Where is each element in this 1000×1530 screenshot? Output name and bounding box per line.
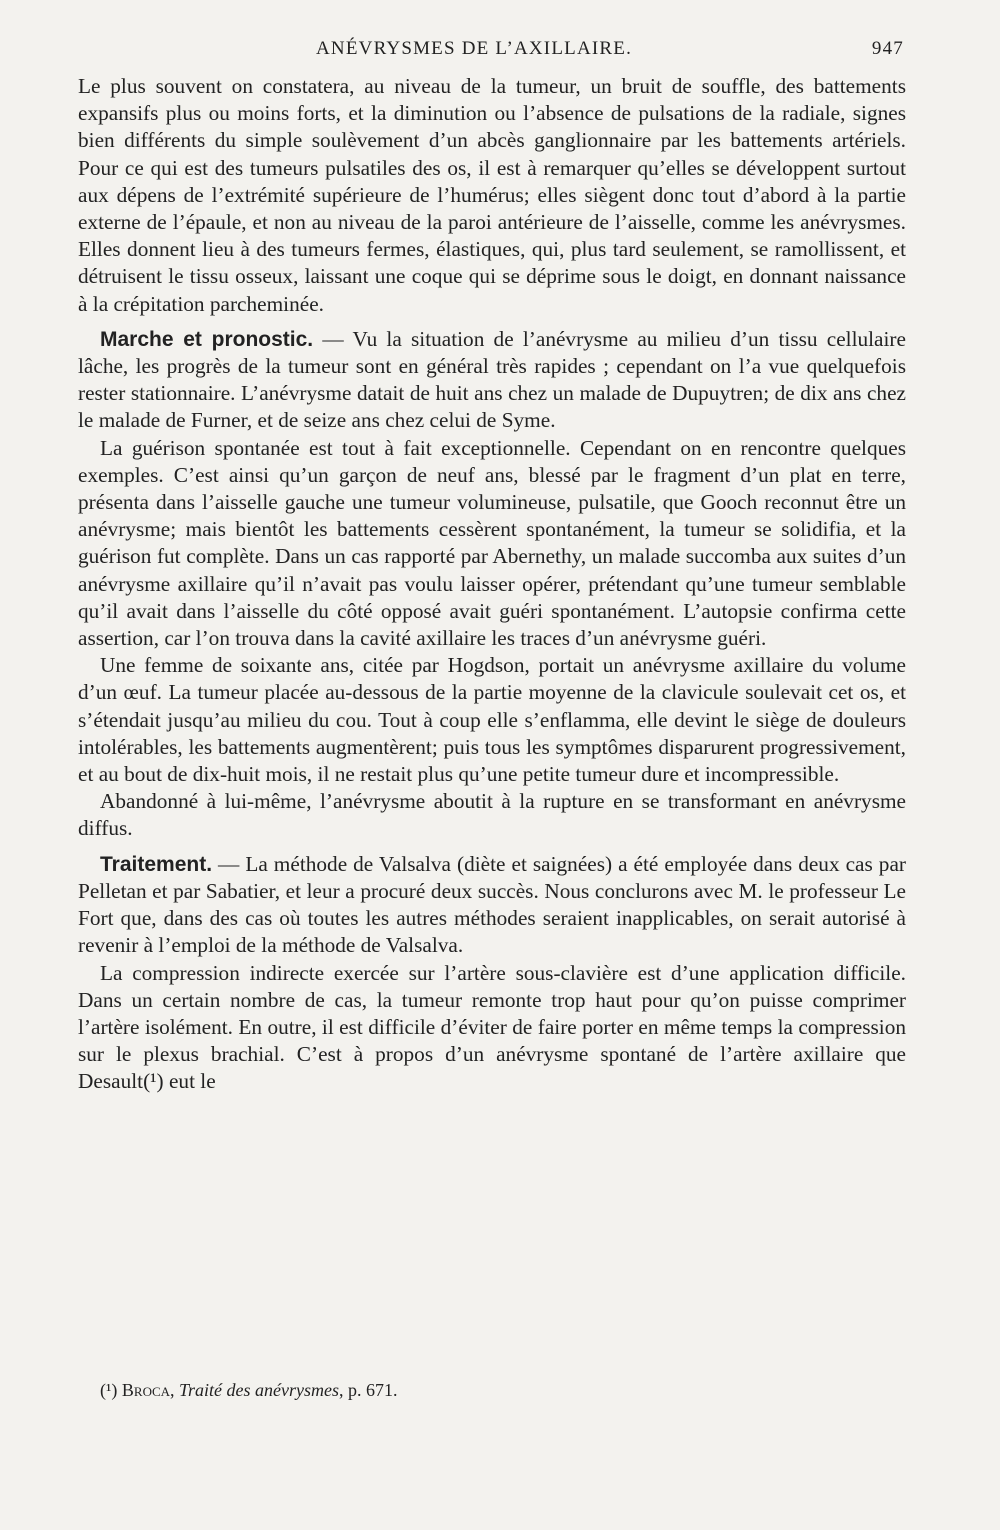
paragraph [78, 435, 906, 653]
footnote-page: , p. 671. [339, 1380, 398, 1400]
section-paragraph [78, 851, 906, 960]
section-paragraph [78, 326, 906, 435]
footnote: (¹) Broca, Traité des anévrysmes, p. 671. [100, 1380, 398, 1400]
paragraph-text: Une femme de soixante ans, citée par Hogdson, portait un anévrysme axillaire du volume d’un œuf. La tumeur placée au-dessous de la partie moyenne de la clavicule soulevait cet os, et s’étendait jusqu’au milieu du cou. Tout à coup elle s’enflamma, elle devint le siège de douleurs intolérables, les battements augmentèrent; puis tous les symptômes disparurent progressivement, et au bout de dix-huit mois, il ne restait plus qu’une petite tumeur dure et incompressible. [78, 653, 906, 787]
paragraph [78, 788, 906, 842]
section-heading: Marche et pronostic. [100, 327, 314, 351]
footnote-author: Broca [121, 1380, 171, 1400]
body-text [78, 73, 906, 1096]
page-number: 947 [871, 38, 904, 59]
footnote-marker: (¹) [100, 1380, 118, 1400]
paragraph-text: eut le [163, 1069, 216, 1094]
paragraph-text: Abandonné à lui-même, l’anévrysme aboutit à la rupture en se transformant en anévrysme diffus. [78, 789, 906, 841]
footnote-reference[interactable]: (¹) [143, 1069, 164, 1094]
paragraph-text: — La méthode de Valsalva (diète et saignées) a été employée dans deux cas par Pelletan et par Sabatier, et leur a procuré deux succès. Nous conclurons avec M. le professeur Le Fort que, dans des cas où toutes les autres méthodes seraient inapplicables, on serait autorisé à revenir à l’emploi de la méthode de Valsalva. [78, 851, 906, 958]
running-title: ANÉVRYSMES DE L’AXILLAIRE. [316, 38, 633, 59]
paragraph [78, 73, 906, 318]
paragraph-text: La compression indirecte exercée sur l’artère sous-clavière est d’une application difficile. Dans un certain nombre de cas, la tumeur remonte trop haut pour qu’on puisse comprimer l’artère isolément. En outre, il est difficile d’éviter de faire porter en même temps la compression sur le plexus brachial. C’est à propos d’un anévrysme spontané de l’artère axillaire que Desault [78, 960, 906, 1094]
paragraph [78, 960, 906, 1096]
section-heading: Traitement. [100, 852, 213, 876]
paragraph-text: Le plus souvent on constatera, au niveau de la tumeur, un bruit de souffle, des battements expansifs plus ou moins forts, et la diminution ou l’absence de pulsations de la radiale, signes bien différents du simple soulèvement d’un abcès ganglionnaire par les battements artériels. Pour ce qui est des tumeurs pulsatiles des os, il est à remarquer qu’elles se développent surtout aux dépens de l’extrémité supérieure de l’humérus; elles siègent donc tout d’abord à la partie externe de l’épaule, et non au niveau de la paroi antérieure de l’aisselle, comme les anévrysmes. Elles donnent lieu à des tumeurs fermes, élastiques, qui, plus tard seulement, se ramollissent, et détruisent le tissu osseux, laissant une coque qui se déprime sous le doigt, en donnant naissance à la crépitation parcheminée. [78, 74, 906, 316]
footnote-work-title: Traité des anévrysmes [179, 1380, 339, 1400]
paragraph [78, 652, 906, 788]
paragraph-text: — Vu la situation de l’anévrysme au milieu d’un tissu cellulaire lâche, les progrès de la tumeur sont en général très rapides ; cependant on l’a vue quelquefois rester stationnaire. L’anévrysme datait de huit ans chez un malade de Dupuytren; de dix ans chez le malade de Furner, et de seize ans chez celui de Syme. [78, 326, 906, 433]
paragraph-text: La guérison spontanée est tout à fait exceptionnelle. Cependant on en rencontre quelques exemples. C’est ainsi qu’un garçon de neuf ans, blessé par le fragment d’un plat en terre, présenta dans l’aisselle gauche une tumeur volumineuse, pulsatile, que Gooch reconnut être un anévrysme; mais bientôt les battements cessèrent spontanément, la tumeur se solidifia, et la guérison fut complète. Dans un cas rapporté par Abernethy, un malade succomba aux suites d’un anévrysme axillaire qu’il n’avait pas voulu laisser opérer, prétendant qu’une tumeur semblable qu’il avait dans l’aisselle du côté opposé avait guéri spontanément. L’autopsie confirma cette assertion, car l’on trouva dans la cavité axillaire les traces d’un anévrysme guéri. [78, 435, 906, 651]
running-header [78, 38, 906, 68]
